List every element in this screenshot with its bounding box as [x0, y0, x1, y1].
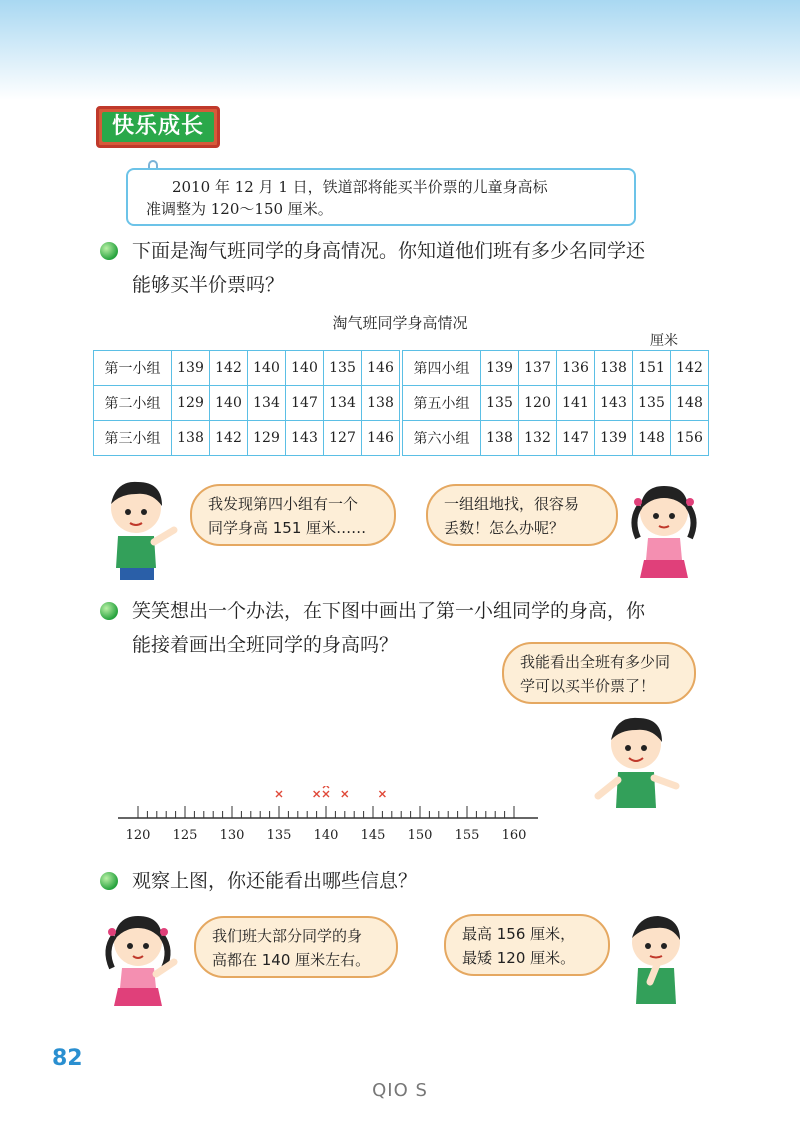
group-name-cell: 第二小组 — [94, 386, 172, 421]
height-cell: 134 — [324, 386, 362, 421]
green-bullet-icon — [100, 242, 118, 260]
bubble-3-line-1: 我能看出全班有多少同 — [520, 653, 671, 671]
height-cell: 135 — [324, 351, 362, 386]
height-cell: 138 — [172, 421, 210, 456]
height-cell: 127 — [324, 421, 362, 456]
height-cell: 140 — [210, 386, 248, 421]
height-cell: 151 — [633, 351, 671, 386]
height-cell: 136 — [557, 351, 595, 386]
table-row — [94, 421, 709, 456]
notice-line-1: 2010 年 12 月 1 日，铁道部将能买半价票的儿童身高标 — [172, 178, 548, 196]
table-row — [94, 351, 709, 386]
height-cell: 137 — [519, 351, 557, 386]
height-mark — [379, 791, 385, 797]
girl-character-icon — [96, 912, 186, 1016]
height-cell: 129 — [248, 421, 286, 456]
height-mark — [323, 791, 329, 797]
height-cell: 146 — [362, 421, 402, 456]
boy-character-icon — [592, 712, 682, 824]
height-table — [93, 350, 709, 456]
number-line-label: 140 — [313, 828, 339, 843]
boy-character-icon — [616, 912, 696, 1016]
bubble-2-line-2: 丢数！怎么办呢？ — [444, 519, 565, 537]
bubble-1-line-2: 同学身高 151 厘米…… — [208, 519, 367, 537]
number-line-label: 150 — [407, 828, 433, 843]
number-line-label: 145 — [360, 828, 386, 843]
number-line-label: 155 — [454, 828, 480, 843]
height-cell: 139 — [481, 351, 519, 386]
height-cell: 139 — [172, 351, 210, 386]
green-bullet-icon — [100, 602, 118, 620]
speech-bubble-2 — [426, 484, 618, 546]
question-1-line-1: 下面是淘气班同学的身高情况。你知道他们班有多少名同学还 — [132, 240, 646, 262]
group-name-cell: 第一小组 — [94, 351, 172, 386]
watermark: QIO S — [372, 1080, 428, 1101]
group-name-cell: 第三小组 — [94, 421, 172, 456]
speech-bubble-3 — [502, 642, 696, 704]
number-line-label: 135 — [266, 828, 292, 843]
height-cell: 135 — [481, 386, 519, 421]
number-line-label: 125 — [172, 828, 198, 843]
notice-box — [126, 168, 636, 226]
bubble-1-line-1: 我发现第四小组有一个 — [208, 495, 359, 513]
group-name-cell: 第五小组 — [401, 386, 481, 421]
section-title: 快乐成长 — [102, 112, 214, 142]
height-cell: 147 — [557, 421, 595, 456]
speech-bubble-4 — [194, 916, 398, 978]
group-name-cell: 第六小组 — [401, 421, 481, 456]
height-cell: 120 — [519, 386, 557, 421]
table-row — [94, 386, 709, 421]
number-line-label: 120 — [125, 828, 151, 843]
height-cell: 134 — [248, 386, 286, 421]
number-line-label: 160 — [501, 828, 527, 843]
height-cell: 132 — [519, 421, 557, 456]
height-mark — [323, 786, 329, 788]
height-cell: 139 — [595, 421, 633, 456]
height-cell: 148 — [671, 386, 709, 421]
height-mark — [276, 791, 282, 797]
question-2-line-1: 笑笑想出一个办法，在下图中画出了第一小组同学的身高，你 — [132, 600, 646, 622]
question-3: 观察上图，你还能看出哪些信息？ — [132, 870, 418, 892]
height-cell: 142 — [671, 351, 709, 386]
notice-line-2: 准调整为 120～150 厘米。 — [146, 200, 333, 218]
bubble-2-line-1: 一组组地找，很容易 — [444, 495, 580, 513]
table-caption: 淘气班同学身高情况 — [332, 314, 468, 332]
boy-character-icon — [96, 476, 180, 588]
number-line-ticks — [118, 806, 538, 818]
height-cell: 140 — [248, 351, 286, 386]
height-cell: 135 — [633, 386, 671, 421]
height-cell: 143 — [286, 421, 324, 456]
girl-character-icon — [624, 480, 708, 588]
bubble-5-line-1: 最高 156 厘米， — [462, 925, 576, 943]
speech-bubble-5 — [444, 914, 610, 976]
height-cell: 142 — [210, 421, 248, 456]
bubble-5-line-2: 最矮 120 厘米。 — [462, 949, 576, 967]
question-2-line-2: 能接着画出全班同学的身高吗？ — [132, 634, 399, 656]
height-cell: 156 — [671, 421, 709, 456]
height-cell: 138 — [595, 351, 633, 386]
height-cell: 138 — [481, 421, 519, 456]
question-1 — [132, 234, 732, 302]
number-line-label: 130 — [219, 828, 245, 843]
question-1-line-2: 能够买半价票吗？ — [132, 274, 285, 296]
height-cell: 146 — [362, 351, 402, 386]
height-cell: 141 — [557, 386, 595, 421]
section-badge — [96, 106, 220, 148]
speech-bubble-1 — [190, 484, 396, 546]
sky-banner — [0, 0, 800, 100]
height-mark — [342, 791, 348, 797]
green-bullet-icon — [100, 872, 118, 890]
table-unit: 厘米 — [650, 333, 678, 349]
height-cell: 138 — [362, 386, 402, 421]
height-cell: 147 — [286, 386, 324, 421]
height-cell: 140 — [286, 351, 324, 386]
height-mark — [314, 791, 320, 797]
bubble-3-line-2: 学可以买半价票了！ — [520, 677, 656, 695]
height-cell: 129 — [172, 386, 210, 421]
height-cell: 142 — [210, 351, 248, 386]
group-name-cell: 第四小组 — [401, 351, 481, 386]
bubble-4-line-1: 我们班大部分同学的身 — [212, 927, 363, 945]
bubble-4-line-2: 高都在 140 厘米左右。 — [212, 951, 371, 969]
number-line-marks — [276, 786, 385, 797]
height-cell: 148 — [633, 421, 671, 456]
page-number: 82 — [52, 1046, 83, 1071]
height-cell: 143 — [595, 386, 633, 421]
